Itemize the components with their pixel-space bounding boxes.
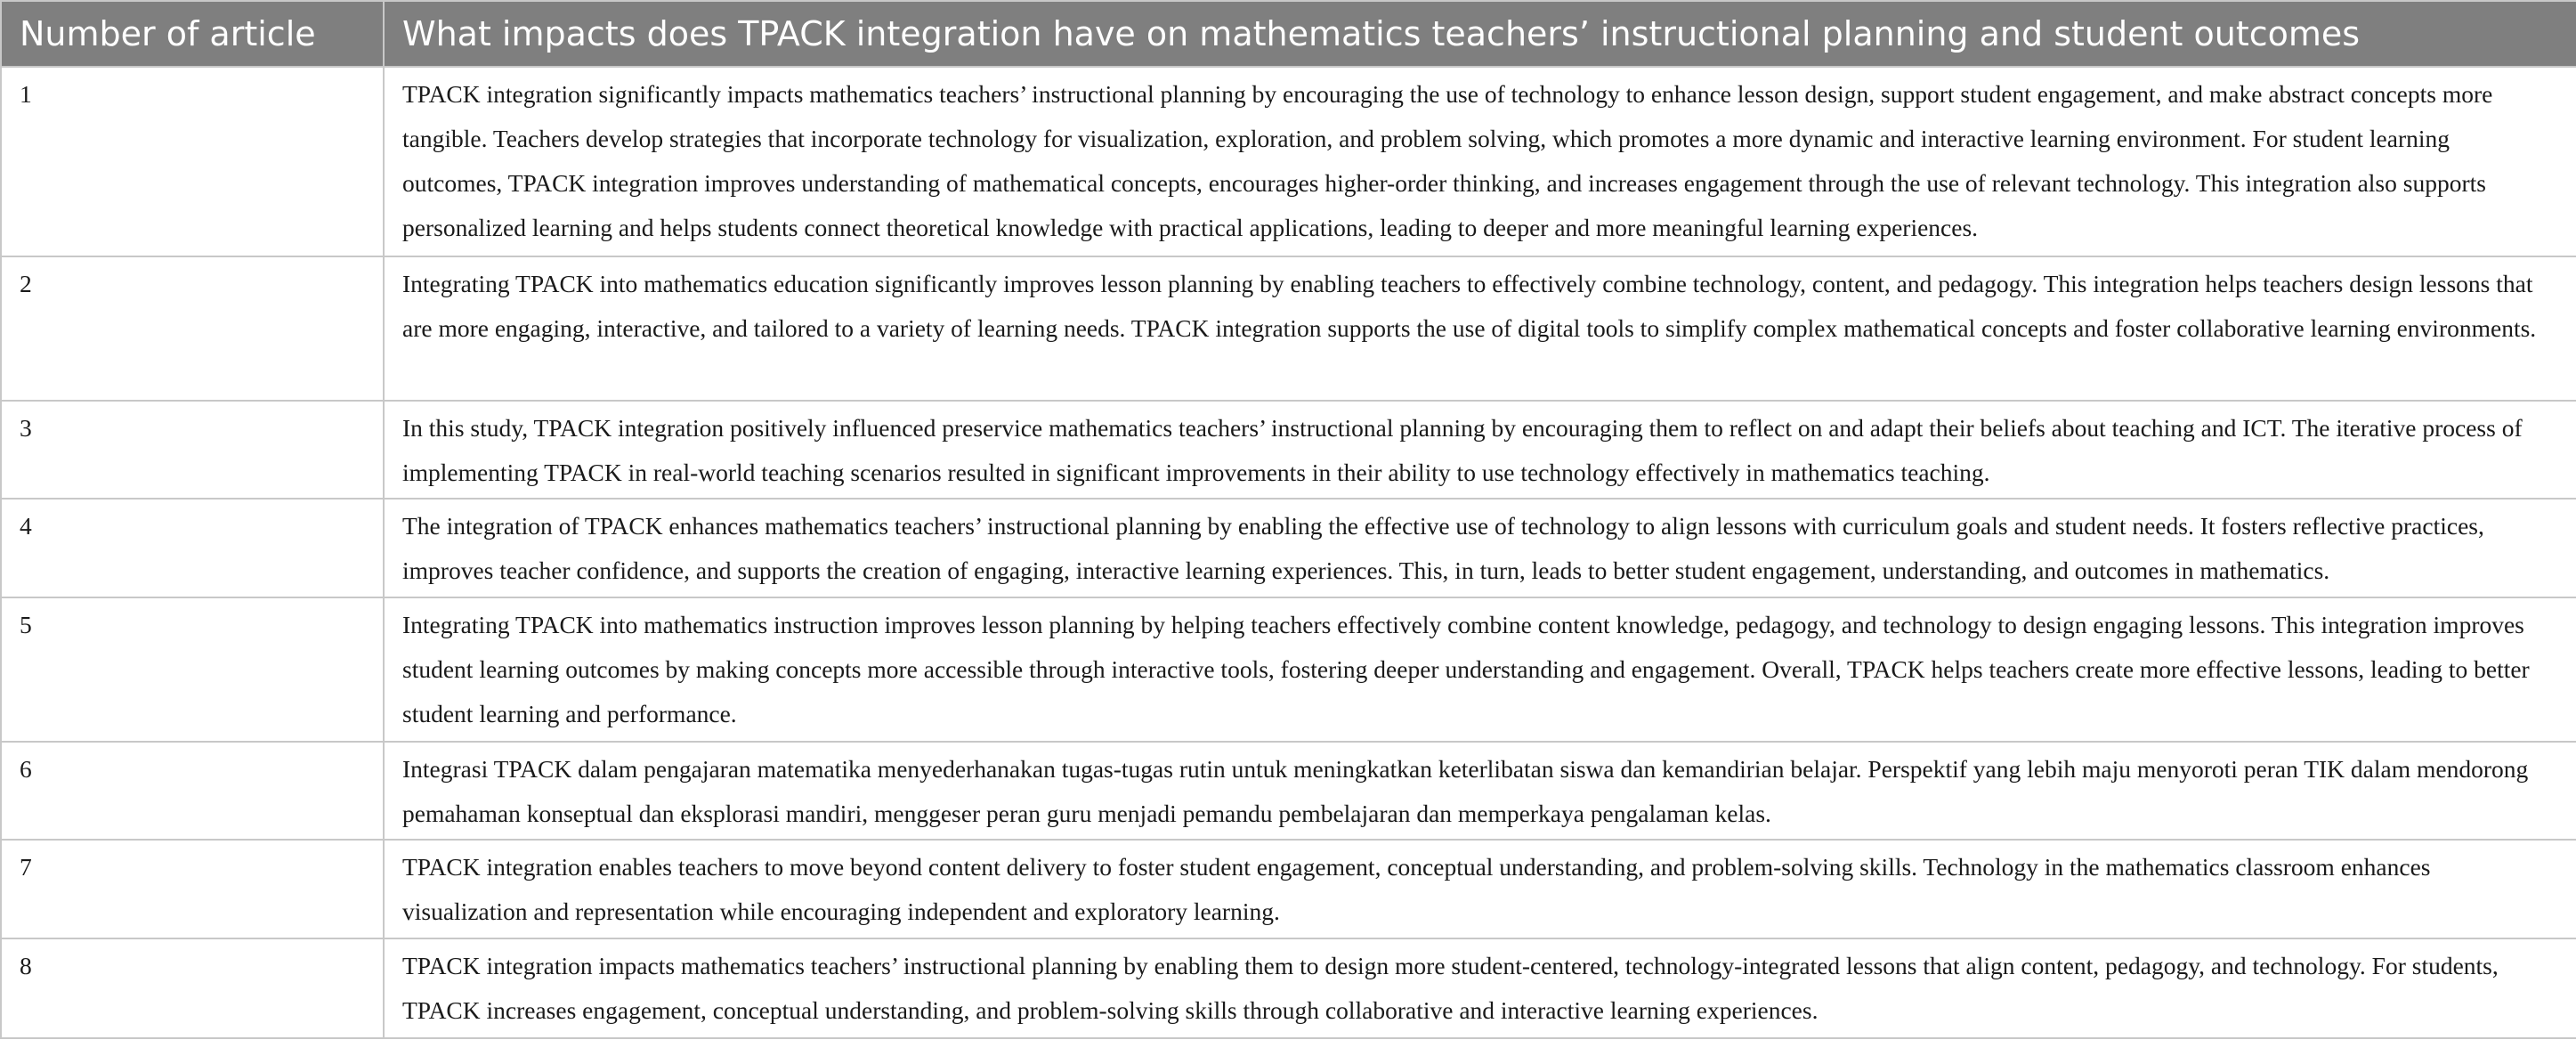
- table-row: [1, 256, 2576, 401]
- article-number-cell: 1: [1, 67, 384, 256]
- article-number-cell: 6: [1, 742, 384, 840]
- table-row: [1, 67, 2576, 256]
- header-row: [1, 1, 2576, 67]
- impact-text-cell: TPACK integration impacts mathematics teachers’ instructional planning by enabling them to design more student-centered, technology-integrated lessons that align content, pedagogy, and technology. For students, TPACK increases engagement, conceptual understanding, and problem-solving skills through collaborative and interactive learning experiences.: [384, 938, 2576, 1038]
- impact-text-cell: Integrating TPACK into mathematics education significantly improves lesson planning by enabling teachers to effectively combine technology, content, and pedagogy. This integration helps teachers design lessons that are more engaging, interactive, and tailored to a variety of learning needs. TPACK integration supports the use of digital tools to simplify complex mathematical concepts and foster collaborative learning environments.: [384, 256, 2576, 401]
- impact-text-cell: Integrating TPACK into mathematics instruction improves lesson planning by helping teachers effectively combine content knowledge, pedagogy, and technology to design engaging lessons. This integration improves student learning outcomes by making concepts more accessible through interactive tools, fostering deeper understanding and engagement. Overall, TPACK helps teachers create more effective lessons, leading to better student learning and performance.: [384, 597, 2576, 742]
- article-number-cell: 2: [1, 256, 384, 401]
- article-number-cell: 7: [1, 840, 384, 938]
- header-article-number: Number of article: [1, 1, 384, 67]
- impact-text-cell: In this study, TPACK integration positively influenced preservice mathematics teachers’ instructional planning by encouraging them to reflect on and adapt their beliefs about teaching and ICT. The iterative process of implementing TPACK in real-world teaching scenarios resulted in significant improvements in their ability to use technology effectively in mathematics teaching.: [384, 401, 2576, 499]
- article-number-cell: 3: [1, 401, 384, 499]
- header-impacts-question: What impacts does TPACK integration have on mathematics teachers’ instructional planning and student outcomes: [384, 1, 2576, 67]
- table-row: [1, 840, 2576, 938]
- article-number-cell: 5: [1, 597, 384, 742]
- table-row: [1, 597, 2576, 742]
- impact-text-cell: TPACK integration enables teachers to move beyond content delivery to foster student engagement, conceptual understanding, and problem-solving skills. Technology in the mathematics classroom enhances visualization and representation while encouraging independent and exploratory learning.: [384, 840, 2576, 938]
- table-row: [1, 938, 2576, 1038]
- article-number-cell: 8: [1, 938, 384, 1038]
- table-body: [1, 67, 2576, 1038]
- table-row: [1, 499, 2576, 597]
- impact-text-cell: Integrasi TPACK dalam pengajaran matematika menyederhanakan tugas-tugas rutin untuk meningkatkan keterlibatan siswa dan kemandirian belajar. Perspektif yang lebih maju menyoroti peran TIK dalam mendorong pemahaman konseptual dan eksplorasi mandiri, menggeser peran guru menjadi pemandu pembelajaran dan memperkaya pengalaman kelas.: [384, 742, 2576, 840]
- article-number-cell: 4: [1, 499, 384, 597]
- table-header: [1, 1, 2576, 67]
- impact-text-cell: TPACK integration significantly impacts mathematics teachers’ instructional planning by encouraging the use of technology to enhance lesson design, support student engagement, and make abstract concepts more tangible. Teachers develop strategies that incorporate technology for visualization, exploration, and problem solving, which promotes a more dynamic and interactive learning environment. For student learning outcomes, TPACK integration improves understanding of mathematical concepts, encourages higher-order thinking, and increases engagement through the use of relevant technology. This integration also supports personalized learning and helps students connect theoretical knowledge with practical applications, leading to deeper and more meaningful learning experiences.: [384, 67, 2576, 256]
- impact-text-cell: The integration of TPACK enhances mathematics teachers’ instructional planning by enabling the effective use of technology to align lessons with curriculum goals and student needs. It fosters reflective practices, improves teacher confidence, and supports the creation of engaging, interactive learning experiences. This, in turn, leads to better student engagement, understanding, and outcomes in mathematics.: [384, 499, 2576, 597]
- table-row: [1, 742, 2576, 840]
- table-row: [1, 401, 2576, 499]
